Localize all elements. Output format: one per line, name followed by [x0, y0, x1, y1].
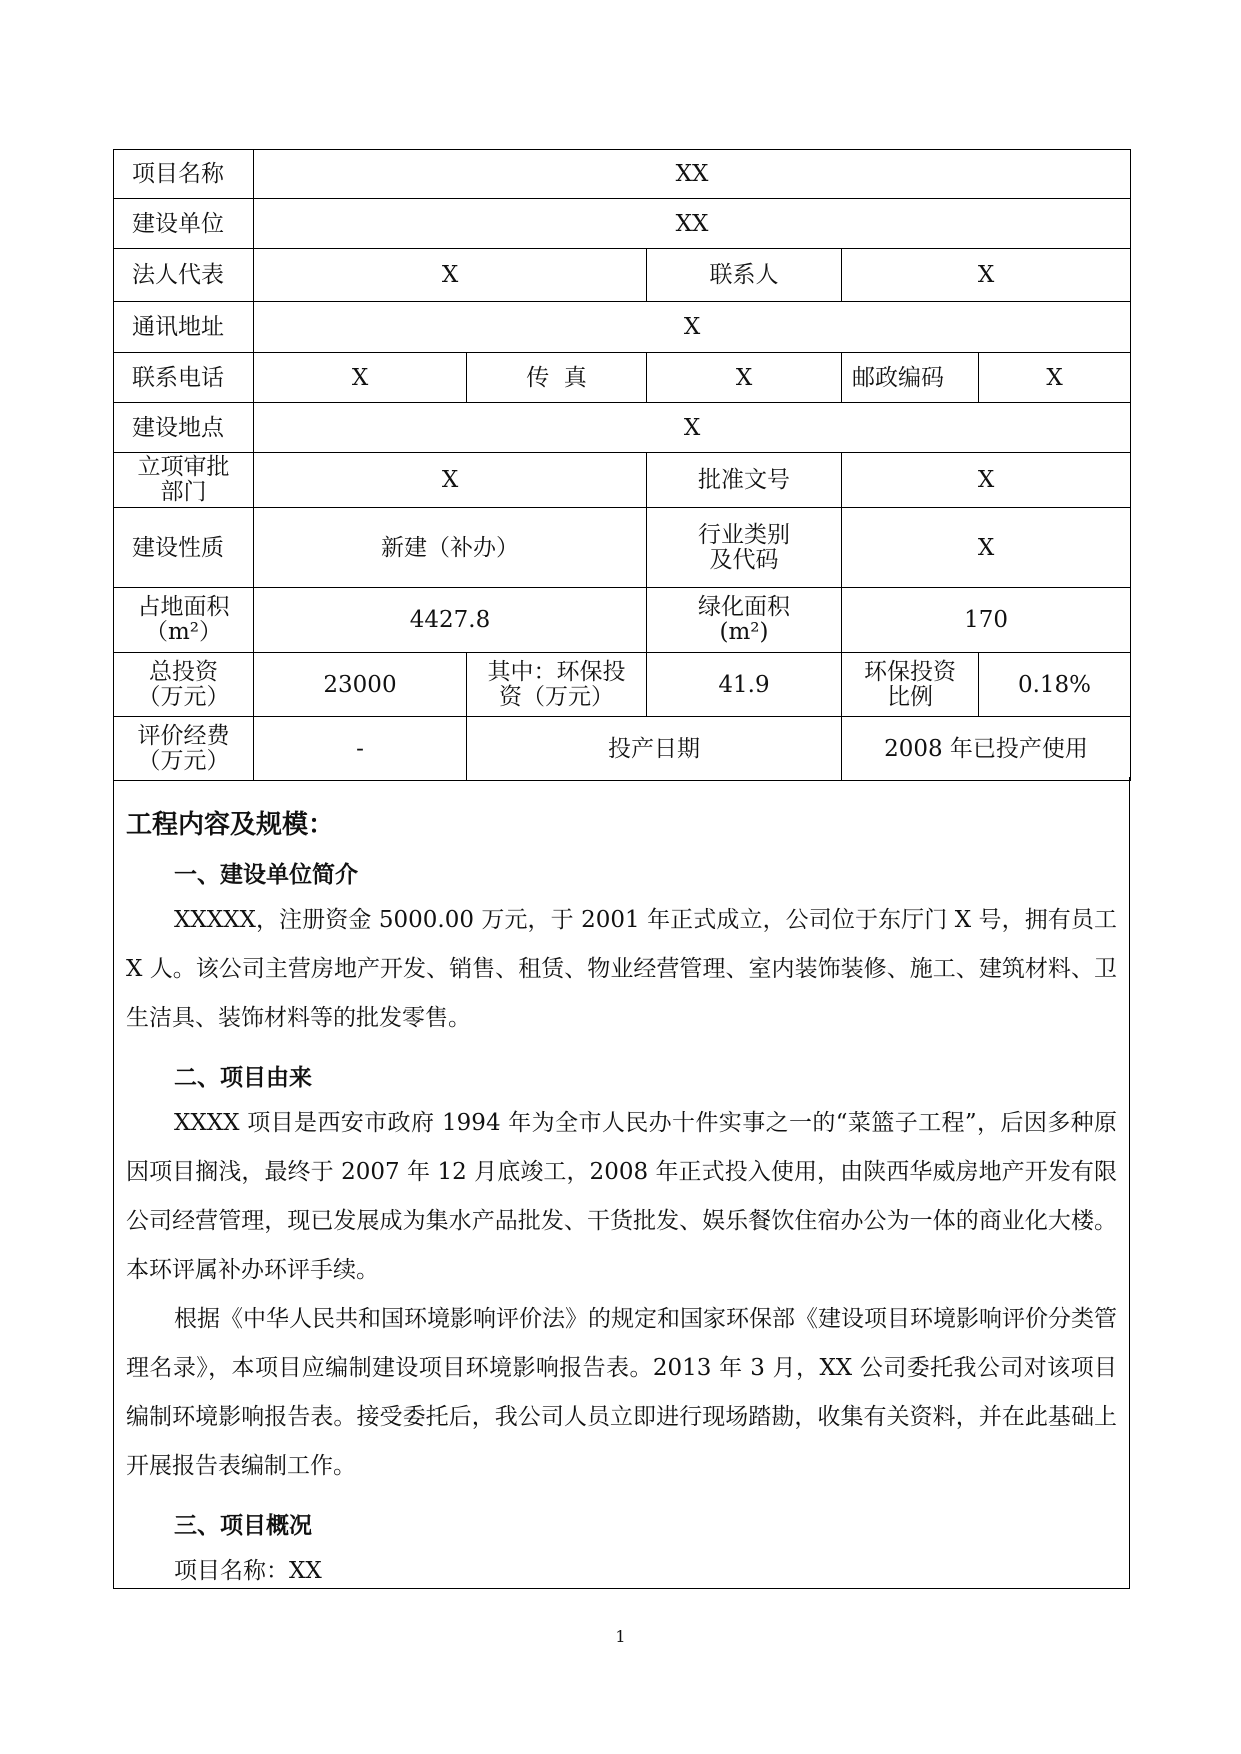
section2-paragraph-1: XXXX 项目是西安市政府 1994 年为全市人民办十件实事之一的“菜篮子工程”，后因多种原因项目搁浅，最终于 2007 年 12 月底竣工，2008 年正式投入使用，由陕西华威房地产开发有限公司经营管理，现已发展成为集水产品批发、干货批发、娱乐餐饮住宿办公为一体的商业化大楼。本环评属补办环评手续。	[126, 1110, 1117, 1283]
value-eval-fee: -	[254, 717, 467, 781]
row-investment	[114, 653, 1131, 717]
label-approval-line2: 部门	[160, 479, 207, 505]
label-area	[114, 588, 254, 653]
label-env-investment	[467, 653, 647, 717]
section3-heading: 三、项目概况	[174, 1512, 312, 1539]
row-nature	[114, 508, 1131, 588]
label-investment	[114, 653, 254, 717]
value-address: X	[254, 302, 1131, 353]
row-approval	[114, 453, 1131, 508]
section2-heading: 二、项目由来	[174, 1064, 312, 1091]
label-env-line1: 其中：环保投	[487, 658, 626, 685]
label-legal-rep: 法人代表	[114, 249, 254, 302]
label-address: 通讯地址	[114, 302, 254, 353]
label-env-ratio	[842, 653, 979, 717]
label-industry-line1: 行业类别	[698, 521, 790, 548]
row-address	[114, 302, 1131, 353]
label-builder: 建设单位	[114, 199, 254, 249]
label-env-line2: 资（万元）	[499, 683, 614, 710]
value-legal-rep: X	[254, 249, 647, 302]
row-site	[114, 403, 1131, 453]
label-area-line2: （m²）	[144, 619, 223, 645]
label-fax: 传 真	[467, 353, 647, 403]
label-postcode: 邮政编码	[842, 353, 979, 403]
label-doc-no: 批准文号	[647, 453, 842, 508]
value-phone: X	[254, 353, 467, 403]
value-contact: X	[842, 249, 1131, 302]
section1-heading: 一、建设单位简介	[174, 861, 358, 888]
value-green-area: 170	[842, 588, 1131, 653]
label-phone: 联系电话	[114, 353, 254, 403]
section1-paragraph: XXXXX，注册资金 5000.00 万元，于 2001 年正式成立，公司位于东厅门 X 号，拥有员工 X 人。该公司主营房地产开发、销售、租赁、物业经营管理、室内装饰装修、施工、建筑材料、卫生洁具、装饰材料等的批发零售。	[126, 907, 1117, 1031]
label-project-name: 项目名称	[114, 150, 254, 199]
value-env-investment: 41.9	[647, 653, 842, 717]
label-ratio-line2: 比例	[887, 683, 933, 710]
value-doc-no: X	[842, 453, 1131, 508]
label-green-area	[647, 588, 842, 653]
label-approval-dept	[114, 453, 254, 508]
label-industry-line2: 及代码	[709, 546, 779, 573]
row-phone	[114, 353, 1131, 403]
label-green-line2: (m²)	[719, 619, 769, 645]
row-area	[114, 588, 1131, 653]
label-approval-line1: 立项审批	[137, 454, 230, 480]
value-nature: 新建（补办）	[254, 508, 647, 588]
value-industry: X	[842, 508, 1131, 588]
label-green-line1: 绿化面积	[698, 594, 790, 620]
project-info-table	[113, 149, 1131, 781]
value-area: 4427.8	[254, 588, 647, 653]
label-area-line1: 占地面积	[137, 594, 230, 620]
project-content-box	[113, 777, 1130, 1589]
label-eval-line2: （万元）	[137, 747, 230, 774]
label-site: 建设地点	[114, 403, 254, 453]
page-number: 1	[615, 1627, 626, 1646]
label-investment-line1: 总投资	[149, 658, 218, 685]
value-approval-dept: X	[254, 453, 647, 508]
value-env-ratio: 0.18%	[979, 653, 1131, 717]
content-title: 工程内容及规模：	[126, 810, 335, 840]
label-eval-line1: 评价经费	[137, 722, 230, 749]
label-ratio-line1: 环保投资	[864, 658, 956, 685]
value-builder: XX	[254, 199, 1131, 249]
value-site: X	[254, 403, 1131, 453]
row-project-name	[114, 150, 1131, 199]
label-production-date: 投产日期	[467, 717, 842, 781]
section2-paragraph-2: 根据《中华人民共和国环境影响评价法》的规定和国家环保部《建设项目环境影响评价分类管理名录》，本项目应编制建设项目环境影响报告表。2013 年 3 月，XX 公司委托我公司对该项目编制环境影响报告表。接受委托后，我公司人员立即进行现场踏勘，收集有关资料，并在此基础上开展报告表编制工作。	[126, 1306, 1117, 1479]
value-investment: 23000	[254, 653, 467, 717]
label-contact: 联系人	[647, 249, 842, 302]
label-nature: 建设性质	[114, 508, 254, 588]
value-postcode: X	[979, 353, 1131, 403]
row-legal-rep	[114, 249, 1131, 302]
row-eval-fee	[114, 717, 1131, 781]
label-investment-line2: （万元）	[137, 683, 230, 710]
value-production-date: 2008 年已投产使用	[842, 717, 1131, 781]
section3-project-name: 项目名称：XX	[174, 1558, 322, 1584]
label-eval-fee	[114, 717, 254, 781]
row-builder	[114, 199, 1131, 249]
label-industry	[647, 508, 842, 588]
value-project-name: XX	[254, 150, 1131, 199]
value-fax: X	[647, 353, 842, 403]
